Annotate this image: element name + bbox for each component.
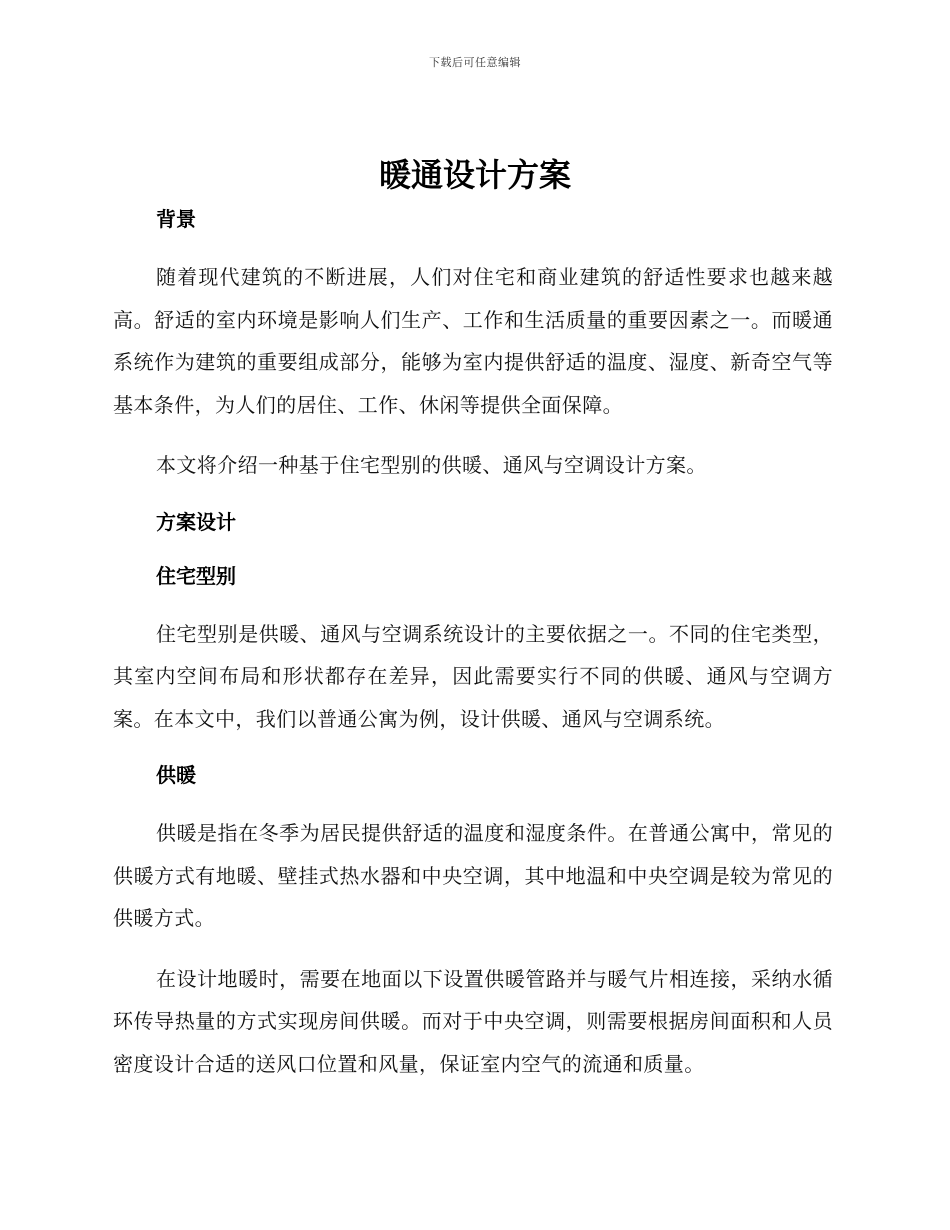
header-note: 下载后可任意编辑 [429, 56, 521, 69]
heading-housing-type: 住宅型别 [156, 563, 236, 588]
heading-heating: 供暖 [156, 763, 196, 787]
paragraph-heating-2: 在设计地暖时，需要在地面以下设置供暖管路并与暖气片相连接，采纳水循环传导热量的方式实现房间供暖。而对于中央空调，则需要根据房间面积和人员密度设计合适的送风口位置和风量，保证室内空气的流通和质量。 [113, 966, 833, 1076]
heading-scheme-design: 方案设计 [156, 509, 236, 534]
paragraph-heating-1: 供暖是指在冬季为居民提供舒适的温度和湿度条件。在普通公寓中，常见的供暖方式有地暖、壁挂式热水器和中央空调，其中地温和中央空调是较为常见的供暖方式。 [113, 821, 833, 930]
heading-background: 背景 [156, 207, 196, 231]
document-title: 暖通设计方案 [378, 156, 571, 194]
document-body [113, 202, 833, 1093]
paragraph-housing-type: 住宅型别是供暖、通风与空调系统设计的主要依据之一。不同的住宅类型，其室内空间布局和形状都存在差异，因此需要实行不同的供暖、通风与空调方案。在本文中，我们以普通公寓为例，设计供暖、通风与空调系统。 [113, 621, 833, 731]
paragraph-background-2: 本文将介绍一种基于住宅型别的供暖、通风与空调设计方案。 [156, 453, 707, 477]
paragraph-background-1: 随着现代建筑的不断进展，人们对住宅和商业建筑的舒适性要求也越来越高。舒适的室内环境是影响人们生产、工作和生活质量的重要因素之一。而暖通系统作为建筑的重要组成部分，能够为室内提供舒适的温度、湿度、新奇空气等基本条件，为人们的居住、工作、休闲等提供全面保障。 [113, 265, 833, 417]
